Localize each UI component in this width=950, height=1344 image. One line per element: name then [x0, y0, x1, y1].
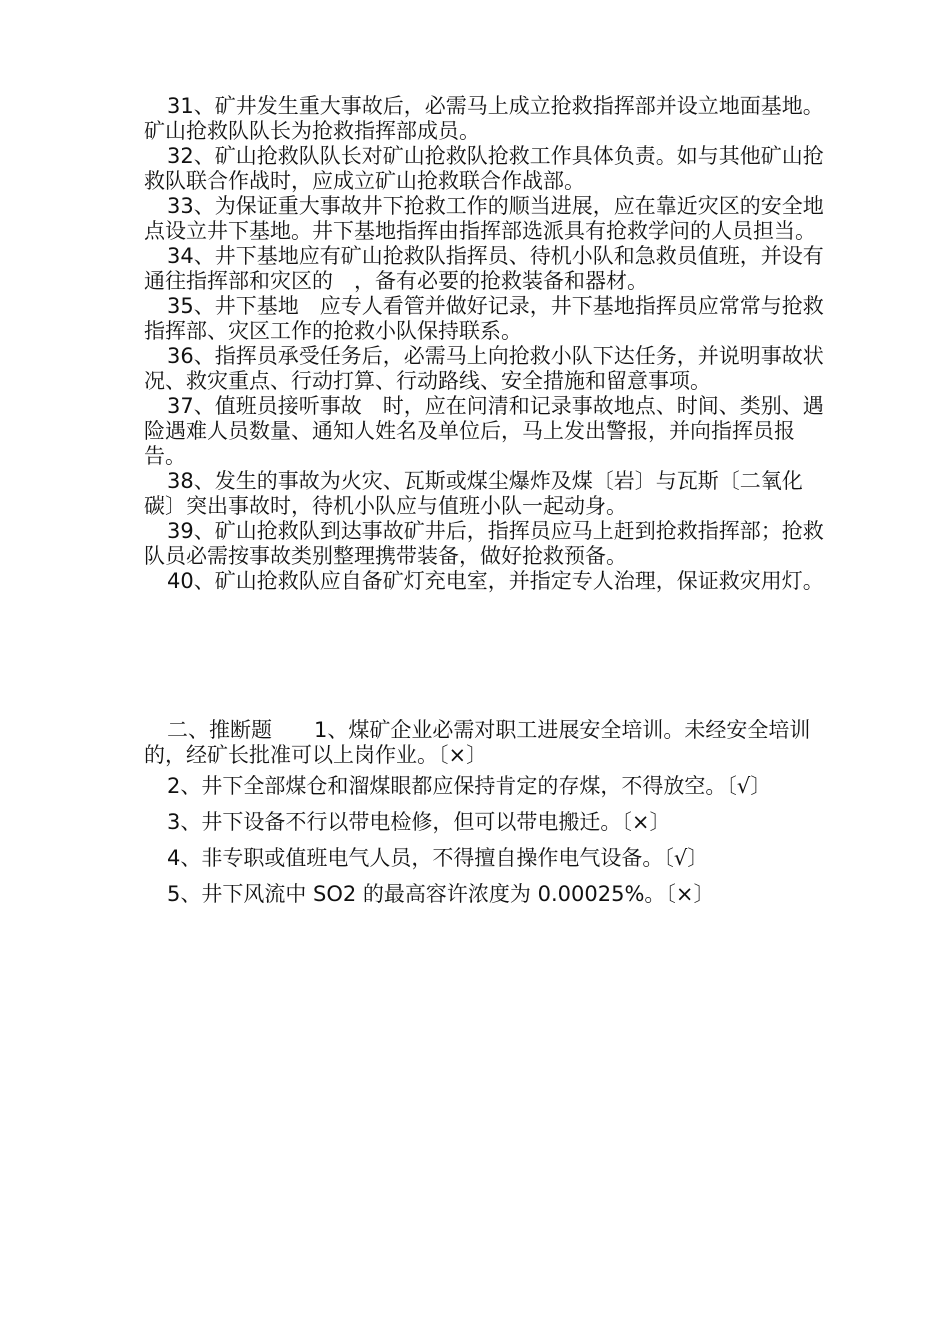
- paragraph-31: 31、矿井发生重大事故后，必需马上成立抢救指挥部并设立地面基地。矿山抢救队队长为抢救指挥部成员。: [144, 94, 824, 143]
- paragraph-39: 39、矿山抢救队到达事故矿井后，指挥员应马上赶到抢救指挥部；抢救队员必需按事故类别整理携带装备，做好抢救预备。: [144, 519, 824, 568]
- judgement-item-2: 2、井下全部煤仓和溜煤眼都应保持肯定的存煤，不得放空。〔√〕: [167, 774, 772, 798]
- paragraph-35: 35、井下基地 应专人看管并做好记录，井下基地指挥员应常常与抢救指挥部、灾区工作的抢救小队保持联系。: [144, 294, 824, 343]
- section-title: 二、推断题: [167, 718, 272, 742]
- judgement-item-1: 1、煤矿企业必需对职工进展安全培训。未经安全培训的，经矿长批准可以上岗作业。〔×〕: [144, 718, 811, 767]
- paragraph-34: 34、井下基地应有矿山抢救队指挥员、待机小队和急救员值班，并设有通往指挥部和灾区的 ，备有必要的抢救装备和器材。: [144, 244, 824, 293]
- judgement-heading-line: [144, 718, 824, 768]
- paragraph-32: 32、矿山抢救队队长对矿山抢救队抢救工作具体负责。如与其他矿山抢救队联合作战时，应成立矿山抢救联合作战部。: [144, 144, 824, 193]
- paragraph-33: 33、为保证重大事故井下抢救工作的顺当进展，应在靠近灾区的安全地点设立井下基地。井下基地指挥由指挥部选派具有抢救学问的人员担当。: [144, 194, 824, 243]
- paragraph-38: 38、发生的事故为火灾、瓦斯或煤尘爆炸及煤〔岩〕与瓦斯〔二氧化碳〕突出事故时，待机小队应与值班小队一起动身。: [144, 469, 803, 518]
- paragraph-36: 36、指挥员承受任务后，必需马上向抢救小队下达任务，并说明事故状况、救灾重点、行动打算、行动路线、安全措施和留意事项。: [144, 344, 824, 393]
- question-list: [144, 94, 824, 594]
- judgement-item-4: 4、非专职或值班电气人员，不得擅自操作电气设备。〔√〕: [167, 846, 709, 870]
- judgement-item-5: 5、井下风流中 SO2 的最高容许浓度为 0.00025%。〔×〕: [167, 882, 715, 906]
- judgement-section: [144, 718, 824, 918]
- paragraph-37: 37、值班员接听事故 时，应在问清和记录事故地点、时间、类别、遇险遇难人员数量、通知人姓名及单位后，马上发出警报，并向指挥员报告。: [144, 394, 824, 468]
- judgement-item-3: 3、井下设备不行以带电检修，但可以带电搬迁。〔×〕: [167, 810, 671, 834]
- paragraph-40: 40、矿山抢救队应自备矿灯充电室，并指定专人治理，保证救灾用灯。: [167, 569, 824, 593]
